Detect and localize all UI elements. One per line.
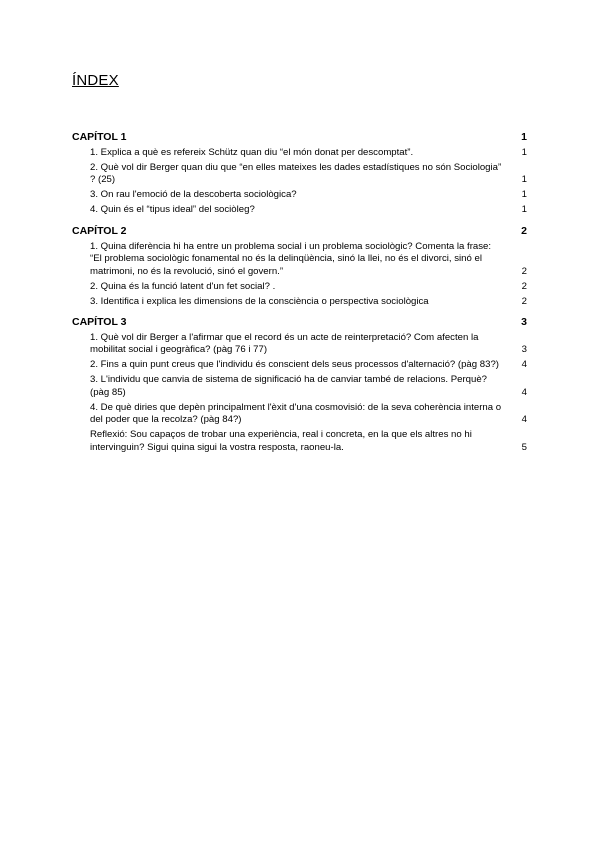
toc-entry-page: 4 bbox=[521, 386, 527, 398]
toc-entry[interactable] bbox=[72, 189, 527, 201]
toc-entry-text: 2. Què vol dir Berger quan diu que “en elles mateixes les dades estadístiques no són Sociologia” ? (25) bbox=[90, 162, 502, 186]
toc-entry-text: 4. De què diries que depèn principalment l'èxit d'una cosmovisió: de la seva coherència interna o del poder que la recolza? (pàg 84?) bbox=[90, 401, 502, 426]
toc-entry-text: 3. L'individu que canvia de sistema de significació ha de canviar també de relacions. Perquè? (pàg 85) bbox=[90, 374, 488, 398]
toc-entry-page: 2 bbox=[521, 295, 527, 307]
toc-entry[interactable] bbox=[72, 241, 527, 278]
chapter-title: CAPÍTOL 3 bbox=[72, 316, 127, 329]
toc-entry-page: 2 bbox=[521, 265, 527, 277]
chapter-page-number: 1 bbox=[521, 131, 527, 143]
toc-entry-text: 1. Quina diferència hi ha entre un problema social i un problema sociològic? Comenta la frase: “El problema sociològic fonamental no és la delinqüència, sinó la llei, no és el divorci, sinó el matrimoni, no és la revolució, sinó el govern.” bbox=[90, 240, 492, 277]
toc-entry-page: 1 bbox=[521, 147, 527, 158]
chapter-3 bbox=[72, 316, 527, 454]
chapter-heading[interactable] bbox=[72, 225, 527, 238]
toc-entry-page: 1 bbox=[521, 189, 527, 201]
toc-entry[interactable] bbox=[72, 296, 527, 308]
toc-entry-page: 2 bbox=[521, 280, 527, 292]
toc-entry-text: 3. On rau l'emoció de la descoberta sociològica? bbox=[90, 189, 297, 201]
toc-entry[interactable] bbox=[72, 402, 527, 427]
chapter-2 bbox=[72, 225, 527, 308]
chapter-page-number: 2 bbox=[521, 224, 527, 237]
toc-entry-text: Reflexió: Sou capaços de trobar una experiència, real i concreta, en la que els altres no hi intervinguin? Sigui quina sigui la vostra resposta, raoneu-la. bbox=[90, 429, 472, 453]
toc-entry[interactable] bbox=[72, 147, 527, 159]
toc-entry[interactable] bbox=[72, 281, 527, 293]
chapter-title: CAPÍTOL 2 bbox=[72, 224, 127, 237]
toc-entry-text: 2. Quina és la funció latent d'un fet social? . bbox=[90, 280, 276, 292]
chapter-heading[interactable] bbox=[72, 316, 527, 329]
chapter-1 bbox=[72, 131, 527, 217]
toc-entry-text: 1. Què vol dir Berger a l'afirmar que el record és un acte de reinterpretació? Com afecten la mobilitat social i geogràfica? (pàg 76 i 77) bbox=[90, 332, 479, 356]
toc-entry-text: 2. Fins a quin punt creus que l'individu és conscient dels seus processos d'alternació? (pàg 83?) bbox=[90, 359, 499, 371]
chapter-page-number: 3 bbox=[521, 316, 527, 329]
chapter-heading[interactable] bbox=[72, 131, 527, 144]
toc-entry-page: 4 bbox=[521, 414, 527, 426]
table-of-contents bbox=[72, 131, 527, 462]
toc-entry-page: 4 bbox=[521, 359, 527, 371]
toc-entry[interactable] bbox=[72, 359, 527, 371]
toc-entry[interactable] bbox=[72, 204, 527, 216]
toc-entry-text: 1. Explica a què es refereix Schütz quan diu “el món donat per descomptat”. bbox=[90, 147, 414, 158]
toc-entry-text: 4. Quin és el “tipus ideal” del sociòleg? bbox=[90, 204, 255, 216]
toc-entry-page: 3 bbox=[521, 344, 527, 356]
toc-entry[interactable] bbox=[72, 374, 527, 399]
toc-entry-page: 5 bbox=[521, 441, 527, 453]
toc-entry-page: 1 bbox=[521, 174, 527, 186]
toc-entry[interactable] bbox=[72, 429, 527, 454]
toc-entry-page: 1 bbox=[521, 204, 527, 216]
toc-entry[interactable] bbox=[72, 162, 527, 187]
toc-entry[interactable] bbox=[72, 332, 527, 357]
chapter-title: CAPÍTOL 1 bbox=[72, 131, 127, 143]
index-title: ÍNDEX bbox=[72, 72, 119, 89]
toc-entry-text: 3. Identifica i explica les dimensions de la consciència o perspectiva sociològica bbox=[90, 295, 429, 307]
